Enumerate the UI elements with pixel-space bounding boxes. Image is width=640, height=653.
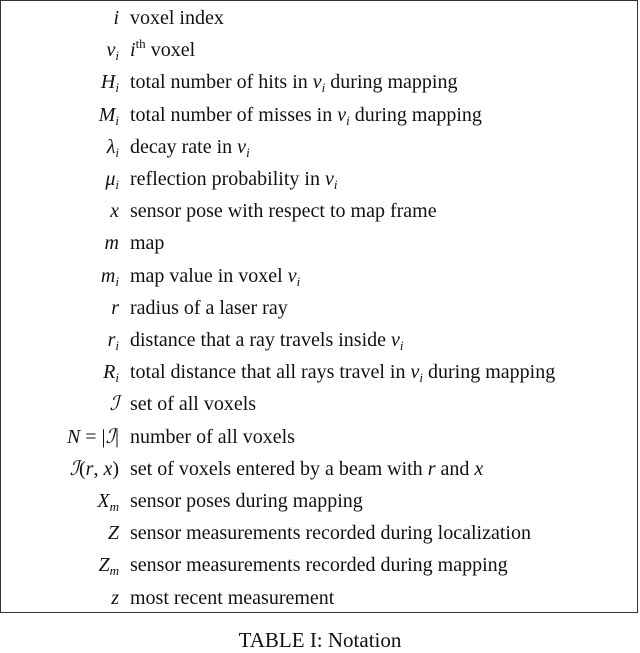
math-subscript: m xyxy=(109,499,119,514)
notation-description xyxy=(130,99,482,131)
notation-symbol xyxy=(97,485,119,517)
notation-symbol xyxy=(110,195,119,227)
math-subscript: i xyxy=(115,80,119,96)
notation-description xyxy=(130,163,337,195)
text-segment: voxel xyxy=(145,39,196,62)
table-row xyxy=(1,356,637,388)
math-base: r xyxy=(111,296,119,319)
math-symbol xyxy=(325,168,338,190)
math-base: R xyxy=(103,361,116,384)
math-base: Z xyxy=(98,554,110,577)
math-subscript: m xyxy=(109,563,119,579)
notation-description xyxy=(130,582,334,614)
math-base: m xyxy=(100,264,116,287)
notation-symbol xyxy=(108,324,119,356)
table-row xyxy=(1,99,637,131)
math-base: λ xyxy=(106,135,116,158)
notation-symbol xyxy=(111,292,119,324)
math-base: i xyxy=(130,39,136,62)
notation-description xyxy=(130,485,363,517)
table-row xyxy=(1,549,637,581)
notation-symbol xyxy=(103,356,119,388)
math-subscript: i xyxy=(321,80,326,96)
math-symbol xyxy=(410,361,423,386)
math-base: ℐ xyxy=(69,457,79,480)
text-segment: total distance that all rays travel in xyxy=(130,361,411,384)
math-subscript: i xyxy=(115,177,119,192)
math-subscript: i xyxy=(115,338,119,353)
math-base: r xyxy=(85,457,94,480)
text-segment: set of all voxels xyxy=(130,393,257,416)
math-symbol xyxy=(105,168,119,190)
math-operator: = | xyxy=(80,425,106,448)
math-base: v xyxy=(324,168,334,190)
table-row xyxy=(1,131,637,163)
math-base: x xyxy=(110,200,119,223)
math-base: v xyxy=(337,103,347,126)
text-segment: most recent measurement xyxy=(130,586,335,609)
notation-description xyxy=(130,517,531,549)
table-row xyxy=(1,388,637,420)
notation-symbol xyxy=(70,453,119,485)
table-row xyxy=(1,582,637,614)
math-symbol xyxy=(474,458,483,480)
table-row xyxy=(1,517,637,549)
table-row xyxy=(1,163,637,195)
math-base: z xyxy=(111,586,119,609)
notation-description xyxy=(130,34,195,66)
math-symbol xyxy=(100,71,119,96)
math-base: Z xyxy=(107,522,119,545)
math-base: ℐ xyxy=(109,393,119,416)
math-operator: , xyxy=(93,457,104,480)
text-segment: and xyxy=(435,457,475,480)
math-symbol xyxy=(237,136,250,158)
notation-symbol xyxy=(105,163,119,195)
table-row xyxy=(1,421,637,453)
math-base: v xyxy=(237,135,247,158)
text-segment: sensor measurements recorded during mapping xyxy=(130,554,508,577)
math-symbol xyxy=(107,136,119,158)
math-symbol xyxy=(391,329,404,351)
math-base: v xyxy=(410,361,420,384)
math-symbol xyxy=(106,39,119,64)
notation-symbol xyxy=(110,388,119,420)
math-symbol xyxy=(337,104,350,126)
math-subscript: i xyxy=(115,273,119,289)
math-subscript: i xyxy=(115,370,119,386)
notation-symbol xyxy=(108,517,119,549)
math-base: ℐ xyxy=(105,425,115,448)
notation-symbol xyxy=(107,131,119,163)
math-symbol xyxy=(111,297,119,319)
math-subscript: i xyxy=(296,273,301,289)
notation-symbol xyxy=(106,34,119,66)
math-base: r xyxy=(427,457,436,480)
math-symbol xyxy=(99,104,119,126)
math-symbol xyxy=(106,426,115,448)
math-base: r xyxy=(107,329,116,351)
notation-symbol xyxy=(98,549,119,581)
math-base: N xyxy=(66,425,81,448)
notation-description xyxy=(130,260,300,292)
math-subscript: i xyxy=(115,144,119,160)
table-caption: TABLE I: Notation xyxy=(238,628,402,652)
math-symbol xyxy=(108,329,119,351)
math-base: x xyxy=(474,457,484,480)
math-base: x xyxy=(103,457,113,480)
text-segment: sensor poses during mapping xyxy=(130,490,363,512)
math-subscript: i xyxy=(419,370,423,386)
notation-symbol xyxy=(101,66,119,98)
notation-description xyxy=(130,66,458,98)
notation-description xyxy=(130,324,404,356)
text-segment: decay rate in xyxy=(130,135,238,158)
math-symbol xyxy=(98,554,119,579)
math-operator: ) xyxy=(112,457,119,480)
math-base: H xyxy=(100,71,116,94)
math-symbol xyxy=(97,490,119,512)
text-segment: distance that a ray travels inside xyxy=(130,329,392,351)
math-symbol xyxy=(312,71,326,96)
table-row xyxy=(1,195,637,227)
table-row xyxy=(1,34,637,66)
math-symbol xyxy=(110,200,119,222)
math-base: v xyxy=(391,329,400,351)
notation-description xyxy=(130,453,483,485)
math-symbol xyxy=(105,232,119,254)
text-segment: during mapping xyxy=(349,103,482,126)
math-symbol xyxy=(113,7,119,29)
math-base: v xyxy=(106,39,116,62)
math-subscript: i xyxy=(333,177,338,192)
text-segment: total number of hits in xyxy=(130,71,313,94)
math-base: m xyxy=(104,232,119,255)
text-segment: sensor measurements recorded during localization xyxy=(130,522,531,545)
math-symbol xyxy=(110,393,119,415)
notation-description xyxy=(130,421,295,453)
table-row xyxy=(1,66,637,98)
text-segment: number of all voxels xyxy=(130,425,295,448)
table-row xyxy=(1,453,637,485)
notation-description xyxy=(130,2,224,34)
notation-symbol xyxy=(105,227,119,259)
math-base: M xyxy=(98,103,116,126)
text-segment: radius of a laser ray xyxy=(130,296,288,319)
text-segment: during mapping xyxy=(422,361,556,384)
math-base: v xyxy=(312,71,322,94)
text-segment: sensor pose with respect to map frame xyxy=(130,200,437,223)
notation-description xyxy=(130,227,164,259)
math-subscript: i xyxy=(246,144,250,160)
math-symbol xyxy=(67,426,80,448)
notation-description xyxy=(130,388,256,420)
math-symbol xyxy=(103,361,119,386)
notation-symbol xyxy=(67,421,119,453)
math-subscript: i xyxy=(115,112,119,128)
text-segment: reflection probability in xyxy=(130,168,325,190)
notation-description xyxy=(130,356,555,388)
text-segment: during mapping xyxy=(325,71,458,94)
table-row xyxy=(1,260,637,292)
text-segment: voxel index xyxy=(130,7,224,29)
math-symbol xyxy=(101,265,119,287)
text-segment: set of voxels entered by a beam with xyxy=(130,457,428,480)
table-row xyxy=(1,324,637,356)
math-superscript: th xyxy=(135,36,146,52)
text-segment: map xyxy=(130,232,165,255)
text-segment: total number of misses in xyxy=(130,103,338,126)
text-segment: map value in voxel xyxy=(130,264,288,287)
notation-description xyxy=(130,131,250,163)
math-base: i xyxy=(113,7,119,29)
notation-symbol xyxy=(101,260,119,292)
math-base: X xyxy=(97,490,110,512)
math-subscript: i xyxy=(399,338,404,353)
notation-symbol xyxy=(111,582,119,614)
math-symbol xyxy=(108,522,119,544)
math-subscript: i xyxy=(115,48,119,64)
notation-description xyxy=(130,292,288,324)
math-symbol xyxy=(288,265,301,287)
math-symbol xyxy=(70,458,79,480)
math-subscript: i xyxy=(346,112,350,128)
table-row xyxy=(1,292,637,324)
math-operator: | xyxy=(114,425,119,448)
notation-symbol xyxy=(113,2,119,34)
math-base: μ xyxy=(105,168,116,190)
notation-symbol xyxy=(99,99,119,131)
table-row xyxy=(1,2,637,34)
math-symbol xyxy=(103,458,112,480)
math-symbol xyxy=(130,36,146,62)
math-base: v xyxy=(287,264,297,287)
table-row xyxy=(1,485,637,517)
math-symbol xyxy=(111,587,119,609)
table-row xyxy=(1,227,637,259)
math-operator: ( xyxy=(78,457,86,480)
notation-description xyxy=(130,549,508,581)
notation-description xyxy=(130,195,437,227)
